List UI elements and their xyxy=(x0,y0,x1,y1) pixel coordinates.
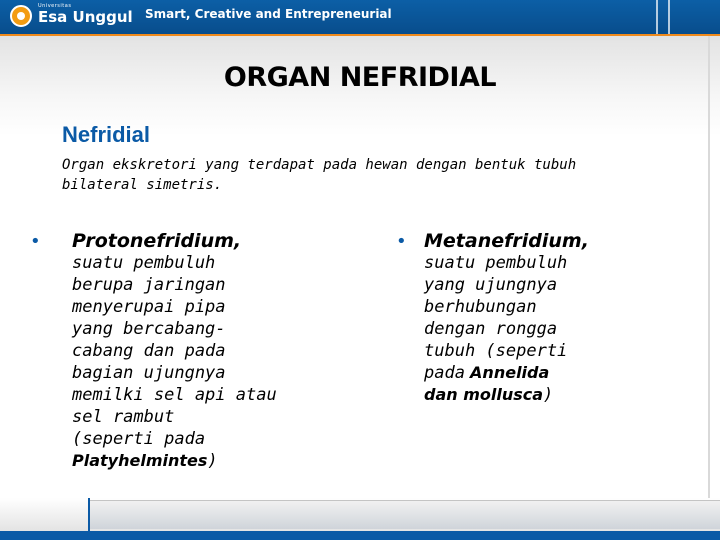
bullet-emphasis: Platyhelmintes xyxy=(72,451,208,470)
bullet-term: Protonefridium, xyxy=(72,230,242,252)
bullet-marker: • xyxy=(30,231,41,252)
bullet-metanefridium xyxy=(424,230,684,406)
slide-title: ORGAN NEFRIDIAL xyxy=(223,62,497,93)
bullet-marker: • xyxy=(396,231,407,252)
header-divider xyxy=(656,0,658,34)
bullet-term: Metanefridium, xyxy=(424,230,589,252)
footer-bar xyxy=(90,500,720,529)
bullet-emphasis: Annelida dan mollusca xyxy=(424,363,550,404)
bullet-text: suatu pembuluh yang ujungnya berhubungan dengan rongga tubuh (seperti pada xyxy=(424,253,568,383)
bullet-text: suatu pembuluh berupa jaringan menyerupai pipa yang bercabang- cabang dan pada bagian ujungnya memilki sel api atau sel rambut (seperti pada xyxy=(72,253,277,449)
decorative-line xyxy=(708,36,710,506)
slide-subtitle: Nefridial xyxy=(62,122,151,147)
footer-blue-strip xyxy=(0,531,720,540)
header-bar xyxy=(0,0,720,36)
footer-divider xyxy=(88,498,90,531)
university-logo-icon xyxy=(10,5,32,27)
header-divider xyxy=(668,0,670,34)
logo-text: Esa Unggul xyxy=(38,8,133,26)
bullet-closing: ) xyxy=(543,385,554,405)
tagline: Smart, Creative and Entrepreneurial xyxy=(145,7,392,21)
logo-subtext: Universitas xyxy=(38,3,72,9)
bullet-closing: ) xyxy=(207,451,218,471)
definition-text: Organ ekskretori yang terdapat pada hewan dengan bentuk tubuh bilateral simetris. xyxy=(62,157,577,193)
bullet-protonefridium xyxy=(72,230,362,472)
